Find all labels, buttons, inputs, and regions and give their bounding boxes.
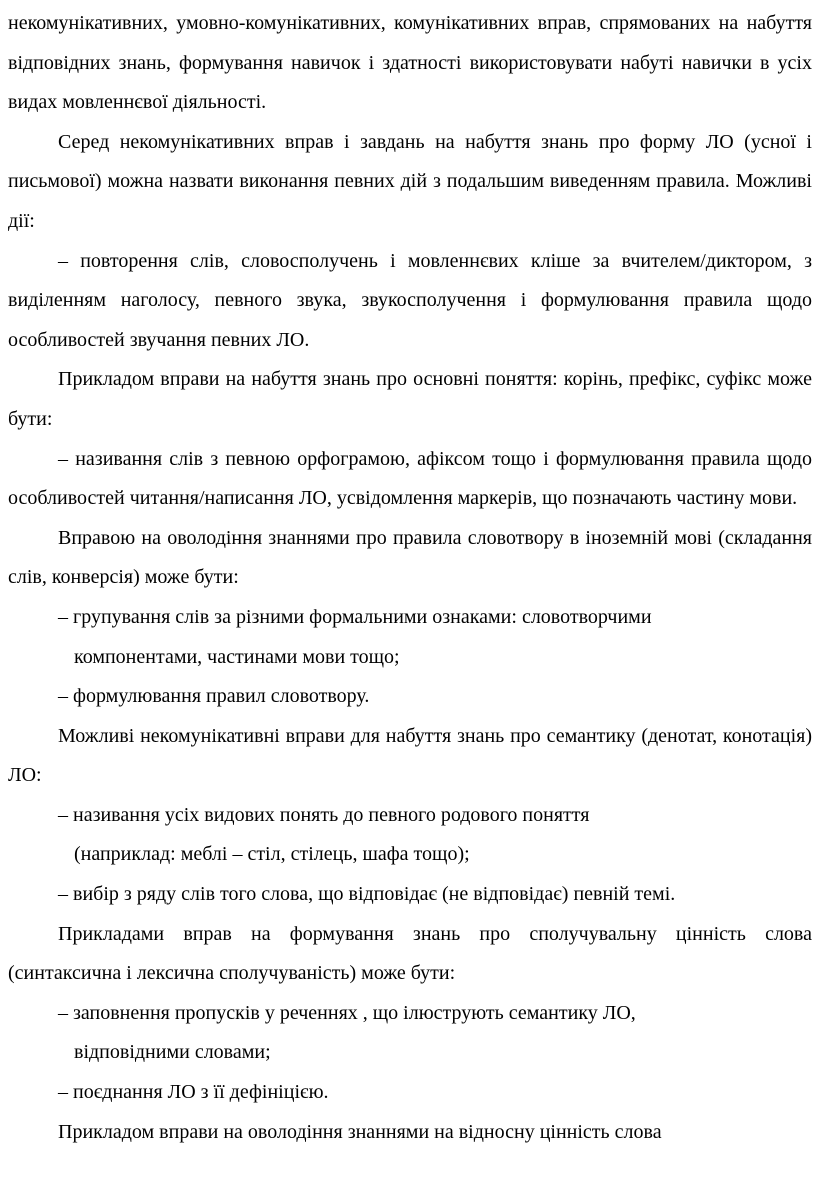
list-item-line: – заповнення пропусків у реченнях , що ілюструють семантику ЛО,: [58, 1001, 636, 1024]
list-item-line: – групування слів за різними формальними ознаками: словотворчими: [58, 605, 652, 628]
list-item-selection: [8, 875, 812, 915]
list-item-line: – поєднання ЛО з її дефініцією.: [58, 1081, 329, 1104]
paragraph-8: Прикладом вправи на оволодіння знаннями на відносну цінність слова: [58, 1120, 662, 1143]
paragraph-6: Можливі некомунікативні вправи для набуття знань про семантику (денотат, конотація) ЛО:: [8, 724, 812, 787]
list-item-word-formation: [8, 677, 812, 717]
paragraph-7: Прикладами вправ на формування знань про сполучувальну цінність слова (синтаксична і лексична сполучуваність) може бути:: [8, 922, 812, 985]
paragraph-3: Прикладом вправи на набуття знань про основні поняття: корінь, префікс, суфікс може бути:: [8, 368, 812, 430]
list-item-grouping: [8, 598, 812, 677]
list-item-line: – вибір з ряду слів того слова, що відповідає (не відповідає) певній темі.: [58, 883, 676, 906]
paragraph-4-dash-item: – називання слів з певною орфограмою, афіксом тощо і формулювання правила щодо особливостей читання/написання ЛО, усвідомлення маркерів, що позначають частину мови.: [8, 447, 812, 510]
paragraph-2-dash-item: – повторення слів, словосполучень і мовленнєвих кліше за вчителем/диктором, з виділенням наголосу, певного звука, звукосполучення і формулювання правила щодо особливостей звучання певних ЛО.: [8, 249, 812, 351]
list-item-line: – називання усіх видових понять до певного родового поняття: [58, 803, 590, 826]
list-item-line: – формулювання правил словотвору.: [58, 685, 370, 708]
list-item-continuation: (наприклад: меблі – стіл, стілець, шафа тощо);: [74, 843, 470, 866]
paragraph-5: Вправою на оволодіння знаннями про правила словотвору в іноземній мові (складання слів, конверсія) може бути:: [8, 526, 812, 589]
list-item-continuation: відповідними словами;: [74, 1041, 271, 1064]
list-item-matching: [8, 1073, 812, 1113]
document-page: [8, 0, 816, 1194]
list-item-gap-filling: [8, 994, 812, 1073]
paragraph-0: некомунікативних, умовно-комунікативних, комунікативних вправ, спрямованих на набуття відповідних знань, формування навичок і здатності використовувати набуті навички в усіх видах мовленнєвої діяльності.: [8, 12, 812, 114]
list-item-naming: [8, 796, 812, 875]
list-item-continuation: компонентами, частинами мови тощо;: [74, 645, 400, 668]
paragraph-1: Серед некомунікативних вправ і завдань на набуття знань про форму ЛО (усної і письмової) можна назвати виконання певних дій з подальшим виведенням правила. Можливі дії:: [8, 130, 812, 232]
